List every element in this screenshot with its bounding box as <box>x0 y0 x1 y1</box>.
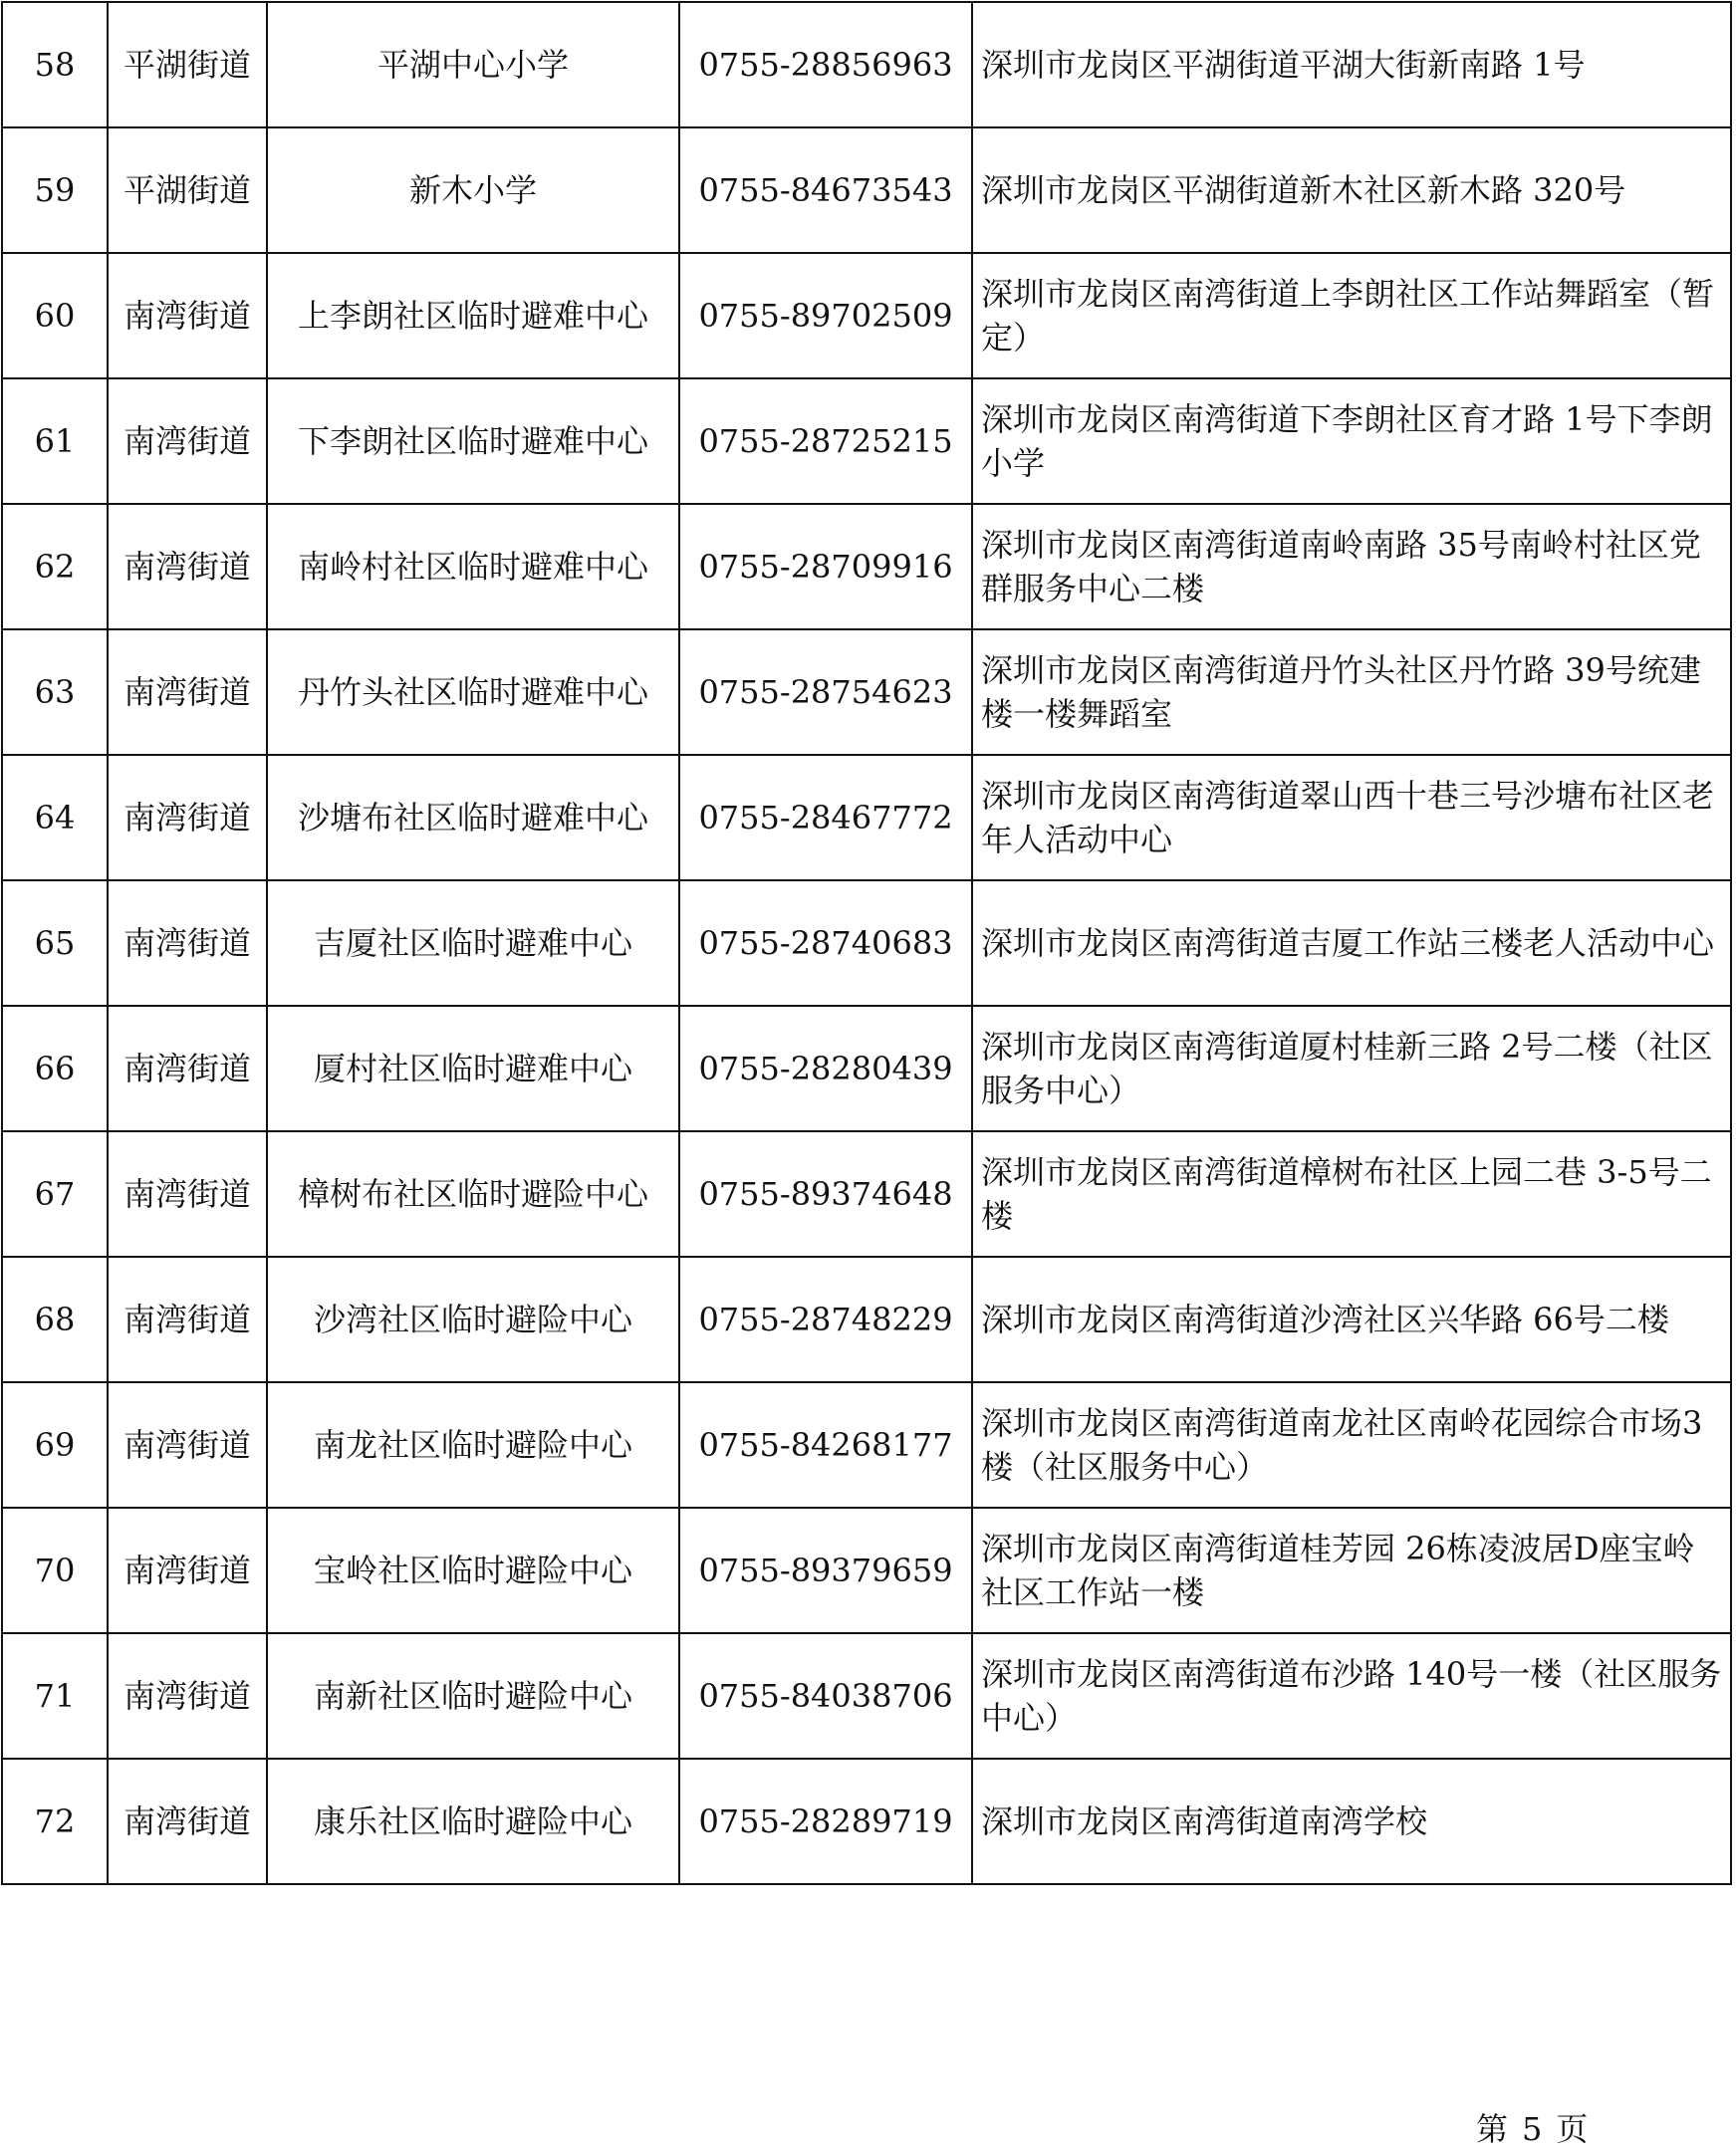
table-body <box>2 2 1731 1884</box>
street-name: 南湾街道 <box>108 1508 267 1633</box>
street-name: 南湾街道 <box>108 1382 267 1508</box>
address: 深圳市龙岗区南湾街道沙湾社区兴华路 66号二楼 <box>972 1257 1731 1382</box>
phone-number: 0755-89702509 <box>679 253 972 378</box>
table-row <box>2 1382 1731 1508</box>
row-number: 71 <box>2 1633 108 1759</box>
street-name: 南湾街道 <box>108 1257 267 1382</box>
address: 深圳市龙岗区南湾街道厦村桂新三路 2号二楼（社区服务中心） <box>972 1006 1731 1131</box>
row-number: 70 <box>2 1508 108 1633</box>
street-name: 南湾街道 <box>108 755 267 880</box>
shelter-name: 沙塘布社区临时避难中心 <box>267 755 679 880</box>
street-name: 南湾街道 <box>108 880 267 1006</box>
row-number: 62 <box>2 504 108 629</box>
phone-number: 0755-28280439 <box>679 1006 972 1131</box>
phone-number: 0755-28467772 <box>679 755 972 880</box>
address: 深圳市龙岗区南湾街道丹竹头社区丹竹路 39号统建楼一楼舞蹈室 <box>972 629 1731 755</box>
street-name: 南湾街道 <box>108 1131 267 1257</box>
table-row <box>2 880 1731 1006</box>
phone-number: 0755-28740683 <box>679 880 972 1006</box>
shelter-name: 南龙社区临时避险中心 <box>267 1382 679 1508</box>
address: 深圳市龙岗区南湾街道吉厦工作站三楼老人活动中心 <box>972 880 1731 1006</box>
table-row <box>2 504 1731 629</box>
street-name: 南湾街道 <box>108 629 267 755</box>
address: 深圳市龙岗区平湖街道新木社区新木路 320号 <box>972 127 1731 253</box>
table-row <box>2 1633 1731 1759</box>
shelter-name: 宝岭社区临时避险中心 <box>267 1508 679 1633</box>
street-name: 南湾街道 <box>108 1759 267 1884</box>
row-number: 58 <box>2 2 108 127</box>
page-suffix: 页 <box>1556 2110 1589 2148</box>
street-name: 南湾街道 <box>108 1633 267 1759</box>
phone-number: 0755-28856963 <box>679 2 972 127</box>
row-number: 65 <box>2 880 108 1006</box>
table-row <box>2 1759 1731 1884</box>
table-row <box>2 755 1731 880</box>
shelter-name: 康乐社区临时避险中心 <box>267 1759 679 1884</box>
phone-number: 0755-28725215 <box>679 378 972 504</box>
street-name: 南湾街道 <box>108 253 267 378</box>
table-row <box>2 629 1731 755</box>
row-number: 61 <box>2 378 108 504</box>
address: 深圳市龙岗区南湾街道南湾学校 <box>972 1759 1731 1884</box>
street-name: 平湖街道 <box>108 127 267 253</box>
street-name: 南湾街道 <box>108 378 267 504</box>
row-number: 67 <box>2 1131 108 1257</box>
table-row <box>2 127 1731 253</box>
row-number: 68 <box>2 1257 108 1382</box>
table-row <box>2 1257 1731 1382</box>
shelter-name: 沙湾社区临时避险中心 <box>267 1257 679 1382</box>
row-number: 60 <box>2 253 108 378</box>
page-prefix: 第 <box>1476 2110 1509 2148</box>
row-number: 66 <box>2 1006 108 1131</box>
row-number: 69 <box>2 1382 108 1508</box>
address: 深圳市龙岗区南湾街道南岭南路 35号南岭村社区党群服务中心二楼 <box>972 504 1731 629</box>
phone-number: 0755-84673543 <box>679 127 972 253</box>
page-number-footer <box>1476 2109 1588 2149</box>
row-number: 72 <box>2 1759 108 1884</box>
row-number: 59 <box>2 127 108 253</box>
shelter-name: 丹竹头社区临时避难中心 <box>267 629 679 755</box>
address: 深圳市龙岗区南湾街道上李朗社区工作站舞蹈室（暂定） <box>972 253 1731 378</box>
table-row <box>2 253 1731 378</box>
phone-number: 0755-89379659 <box>679 1508 972 1633</box>
table-row <box>2 1508 1731 1633</box>
shelter-name: 南岭村社区临时避难中心 <box>267 504 679 629</box>
street-name: 平湖街道 <box>108 2 267 127</box>
shelter-name: 下李朗社区临时避难中心 <box>267 378 679 504</box>
page-number: 5 <box>1522 2110 1543 2148</box>
address: 深圳市龙岗区南湾街道下李朗社区育才路 1号下李朗小学 <box>972 378 1731 504</box>
phone-number: 0755-28754623 <box>679 629 972 755</box>
phone-number: 0755-89374648 <box>679 1131 972 1257</box>
table-row <box>2 378 1731 504</box>
shelter-name: 厦村社区临时避难中心 <box>267 1006 679 1131</box>
phone-number: 0755-28748229 <box>679 1257 972 1382</box>
table-row <box>2 1131 1731 1257</box>
address: 深圳市龙岗区南湾街道樟树布社区上园二巷 3-5号二楼 <box>972 1131 1731 1257</box>
row-number: 64 <box>2 755 108 880</box>
shelter-name: 上李朗社区临时避难中心 <box>267 253 679 378</box>
shelter-name: 南新社区临时避险中心 <box>267 1633 679 1759</box>
phone-number: 0755-28709916 <box>679 504 972 629</box>
row-number: 63 <box>2 629 108 755</box>
shelter-name: 樟树布社区临时避险中心 <box>267 1131 679 1257</box>
phone-number: 0755-84038706 <box>679 1633 972 1759</box>
shelter-table <box>1 1 1732 1885</box>
shelter-name: 吉厦社区临时避难中心 <box>267 880 679 1006</box>
phone-number: 0755-28289719 <box>679 1759 972 1884</box>
table-row <box>2 1006 1731 1131</box>
street-name: 南湾街道 <box>108 504 267 629</box>
shelter-name: 新木小学 <box>267 127 679 253</box>
address: 深圳市龙岗区南湾街道布沙路 140号一楼（社区服务中心） <box>972 1633 1731 1759</box>
address: 深圳市龙岗区平湖街道平湖大街新南路 1号 <box>972 2 1731 127</box>
address: 深圳市龙岗区南湾街道桂芳园 26栋凌波居D座宝岭社区工作站一楼 <box>972 1508 1731 1633</box>
phone-number: 0755-84268177 <box>679 1382 972 1508</box>
shelter-name: 平湖中心小学 <box>267 2 679 127</box>
address: 深圳市龙岗区南湾街道翠山西十巷三号沙塘布社区老年人活动中心 <box>972 755 1731 880</box>
street-name: 南湾街道 <box>108 1006 267 1131</box>
table-row <box>2 2 1731 127</box>
address: 深圳市龙岗区南湾街道南龙社区南岭花园综合市场3楼（社区服务中心） <box>972 1382 1731 1508</box>
